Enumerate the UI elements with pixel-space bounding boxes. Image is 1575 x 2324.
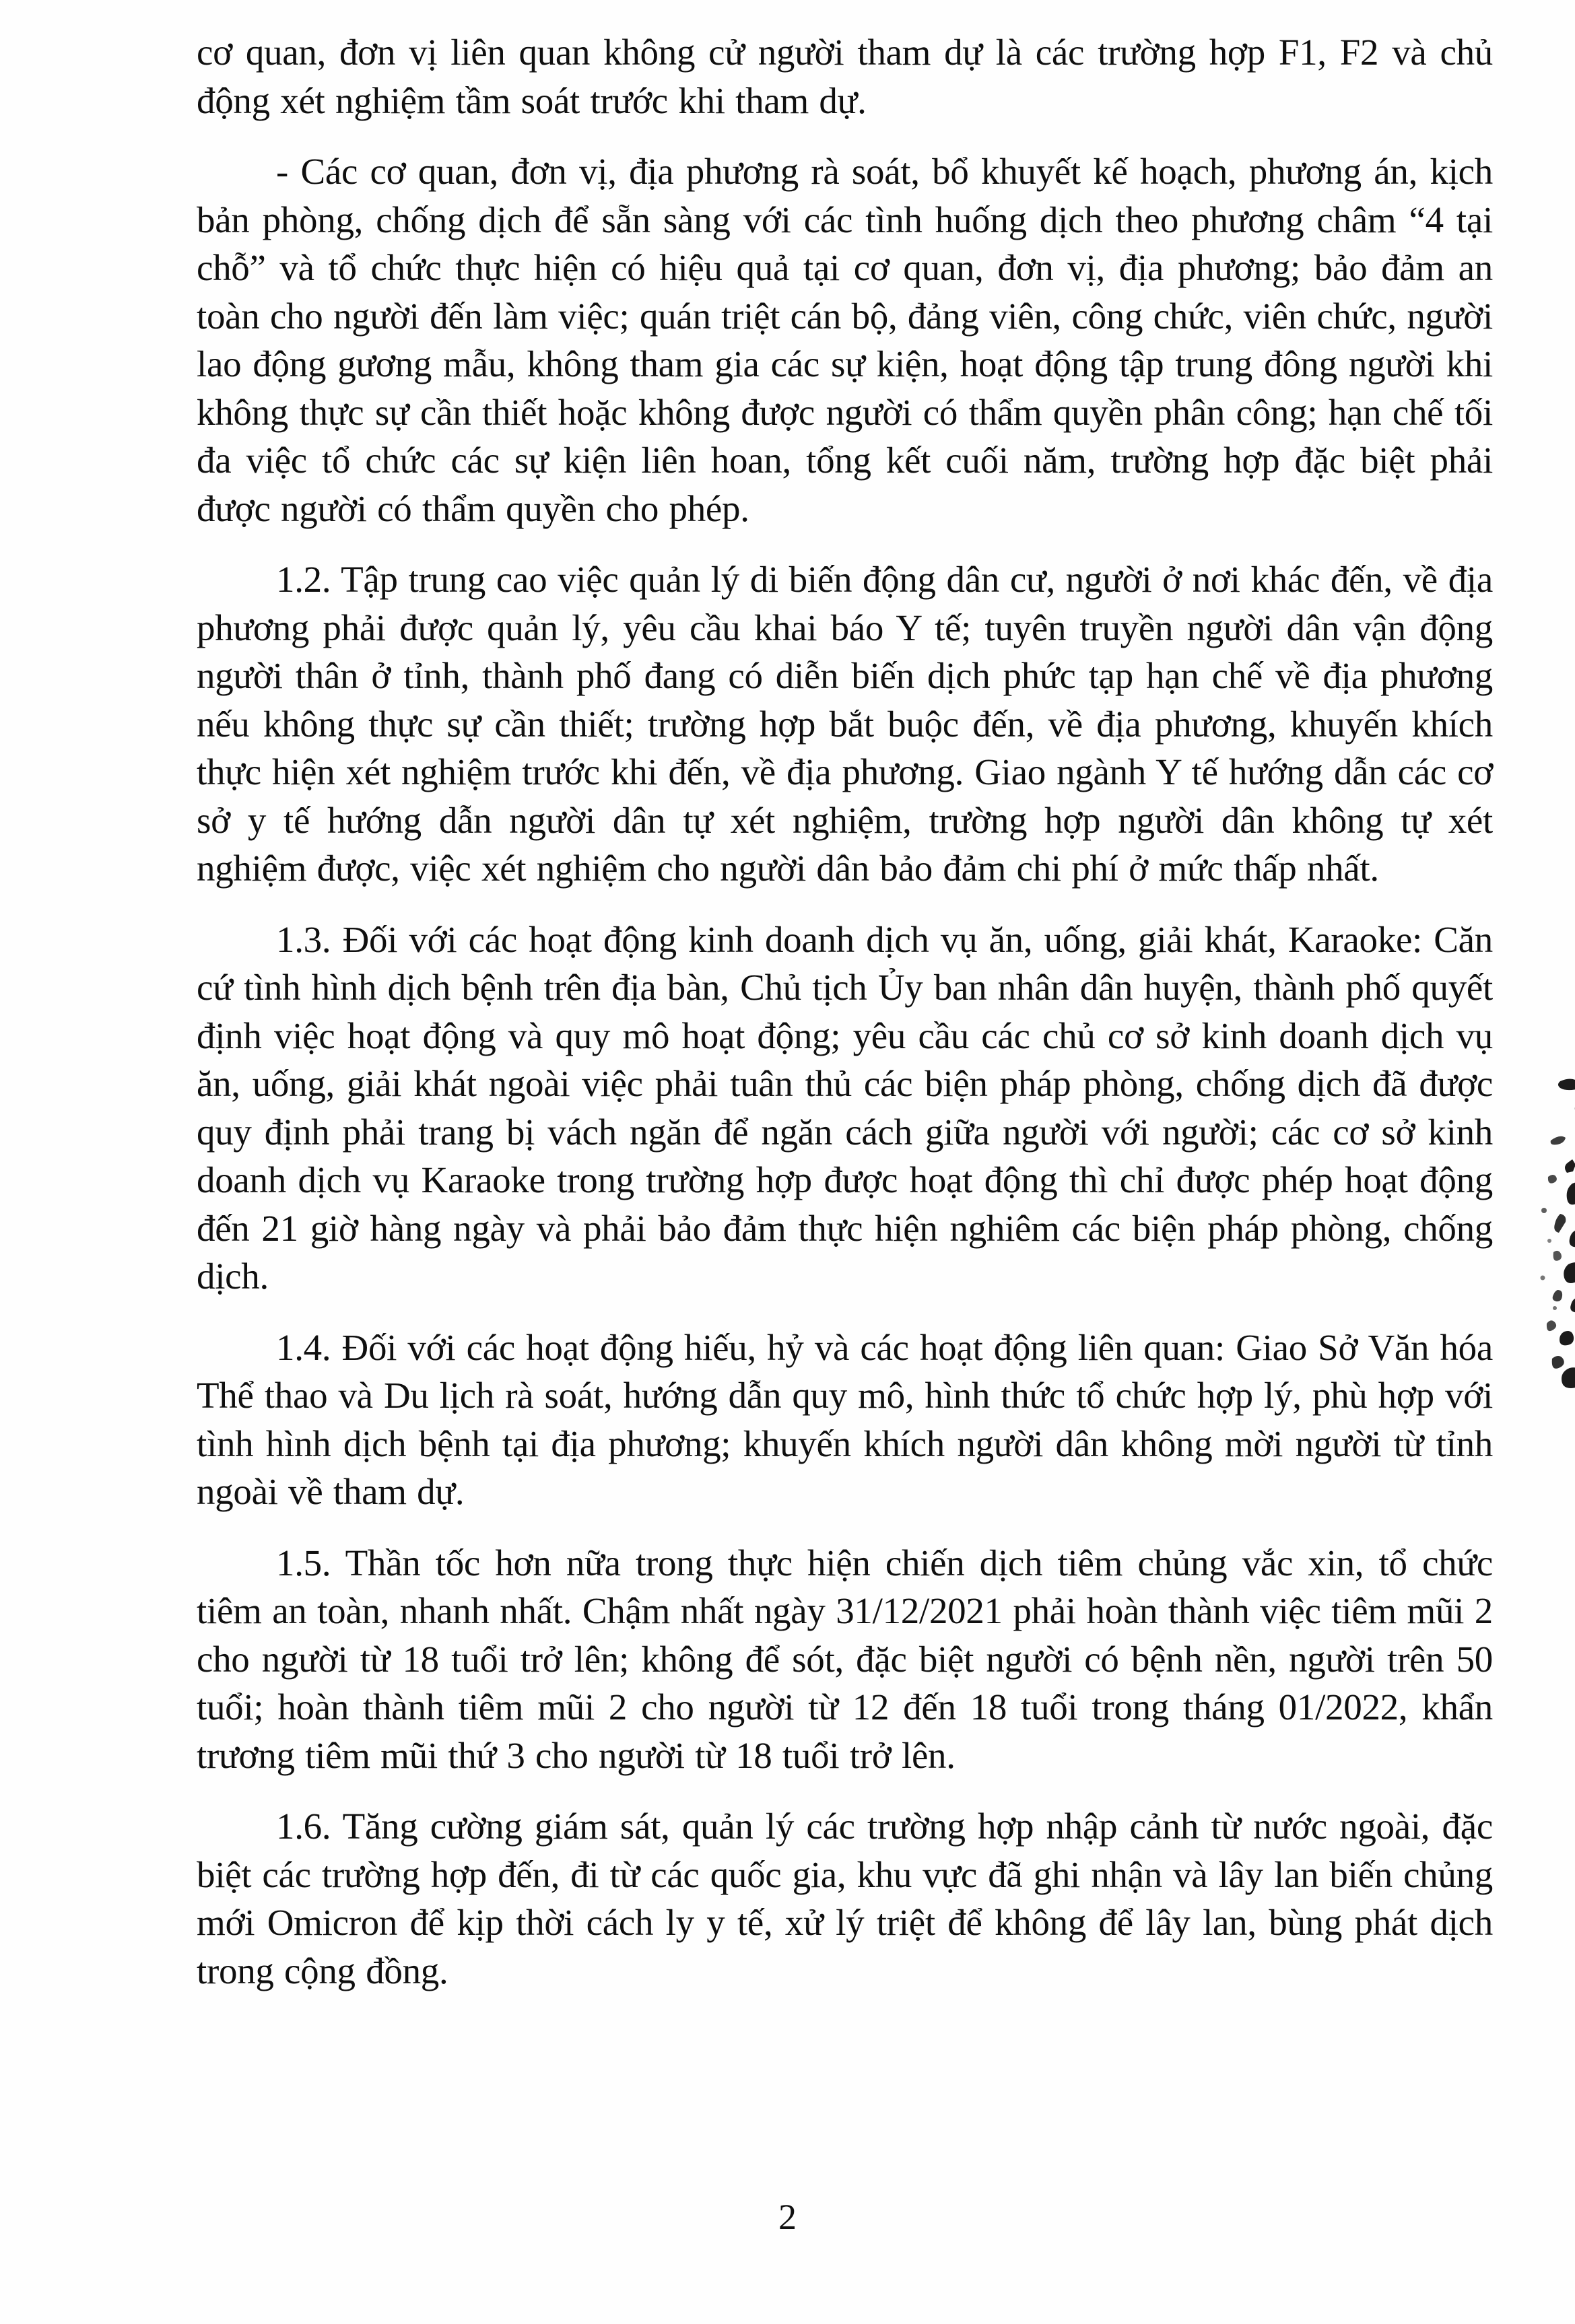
paragraph-section-1-2: 1.2. Tập trung cao việc quản lý di biến động dân cư, người ở nơi khác đến, về địa phương phải được quản lý, yêu cầu khai báo Y tế; tuyên truyền người dân vận động người thân ở tỉnh, thành phố đang có diễn biến dịch phức tạp hạn chế về địa phương nếu không thực sự cần thiết; trường hợp bắt buộc đến, về địa phương, khuyến khích thực hiện xét nghiệm trước khi đến, về địa phương. Giao ngành Y tế hướng dẫn các cơ sở y tế hướng dẫn người dân tự xét nghiệm, trường hợp người dân không tự xét nghiệm được, việc xét nghiệm cho người dân bảo đảm chi phí ở mức thấp nhất. — [197, 559, 1493, 889]
page-number: 2 — [778, 2197, 797, 2237]
paragraph-continuation: cơ quan, đơn vị liên quan không cử người tham dự là các trường hợp F1, F2 và chủ động xét nghiệm tầm soát trước khi tham dự. — [197, 32, 1493, 121]
paragraph-dash-item: - Các cơ quan, đơn vị, địa phương rà soát, bổ khuyết kế hoạch, phương án, kịch bản phòng, chống dịch để sẵn sàng với các tình huống dịch theo phương châm “4 tại chỗ” và tổ chức thực hiện có hiệu quả tại cơ quan, đơn vị, địa phương; bảo đảm an toàn cho người đến làm việc; quán triệt cán bộ, đảng viên, công chức, viên chức, người lao động gương mẫu, không tham gia các sự kiện, hoạt động tập trung đông người khi không thực sự cần thiết hoặc không được người có thẩm quyền phân công; hạn chế tối đa việc tổ chức các sự kiện liên hoan, tổng kết cuối năm, trường hợp đặc biệt phải được người có thẩm quyền cho phép. — [197, 151, 1493, 529]
paragraph-section-1-3: 1.3. Đối với các hoạt động kinh doanh dịch vụ ăn, uống, giải khát, Karaoke: Căn cứ tình hình dịch bệnh trên địa bàn, Chủ tịch Ủy ban nhân dân huyện, thành phố quyết định việc hoạt động và quy mô hoạt động; yêu cầu các chủ cơ sở kinh doanh dịch vụ ăn, uống, giải khát ngoài việc phải tuân thủ các biện pháp phòng, chống dịch đã được quy định phải trang bị vách ngăn để ngăn cách giữa người với người; các cơ sở kinh doanh dịch vụ Karaoke trong trường hợp được hoạt động thì chỉ được phép hoạt động đến 21 giờ hàng ngày và phải bảo đảm thực hiện nghiêm các biện pháp phòng, chống dịch. — [197, 918, 1493, 1297]
ink-smudge-artifact — [1520, 1076, 1575, 1399]
paragraph-section-1-6: 1.6. Tăng cường giám sát, quản lý các trường hợp nhập cảnh từ nước ngoài, đặc biệt các trường hợp đến, đi từ các quốc gia, khu vực đã ghi nhận và lây lan biến chủng mới Omicron để kịp thời cách ly y tế, xử lý triệt để không để lây lan, bùng phát dịch trong cộng đồng. — [197, 1806, 1493, 1991]
paragraph-section-1-5: 1.5. Thần tốc hơn nữa trong thực hiện chiến dịch tiêm chủng vắc xin, tổ chức tiêm an toàn, nhanh nhất. Chậm nhất ngày 31/12/2021 phải hoàn thành việc tiêm mũi 2 cho người từ 18 tuổi trở lên; không để sót, đặc biệt người có bệnh nền, người trên 50 tuổi; hoàn thành tiêm mũi 2 cho người từ 12 đến 18 tuổi trong tháng 01/2022, khẩn trương tiêm mũi thứ 3 cho người từ 18 tuổi trở lên. — [197, 1542, 1493, 1776]
document-body — [197, 28, 1493, 2018]
paragraph-section-1-4: 1.4. Đối với các hoạt động hiếu, hỷ và các hoạt động liên quan: Giao Sở Văn hóa Thể thao và Du lịch rà soát, hướng dẫn quy mô, hình thức tổ chức hợp lý, phù hợp với tình hình dịch bệnh tại địa phương; khuyến khích người dân không mời người từ tỉnh ngoài về tham dự. — [197, 1326, 1493, 1512]
